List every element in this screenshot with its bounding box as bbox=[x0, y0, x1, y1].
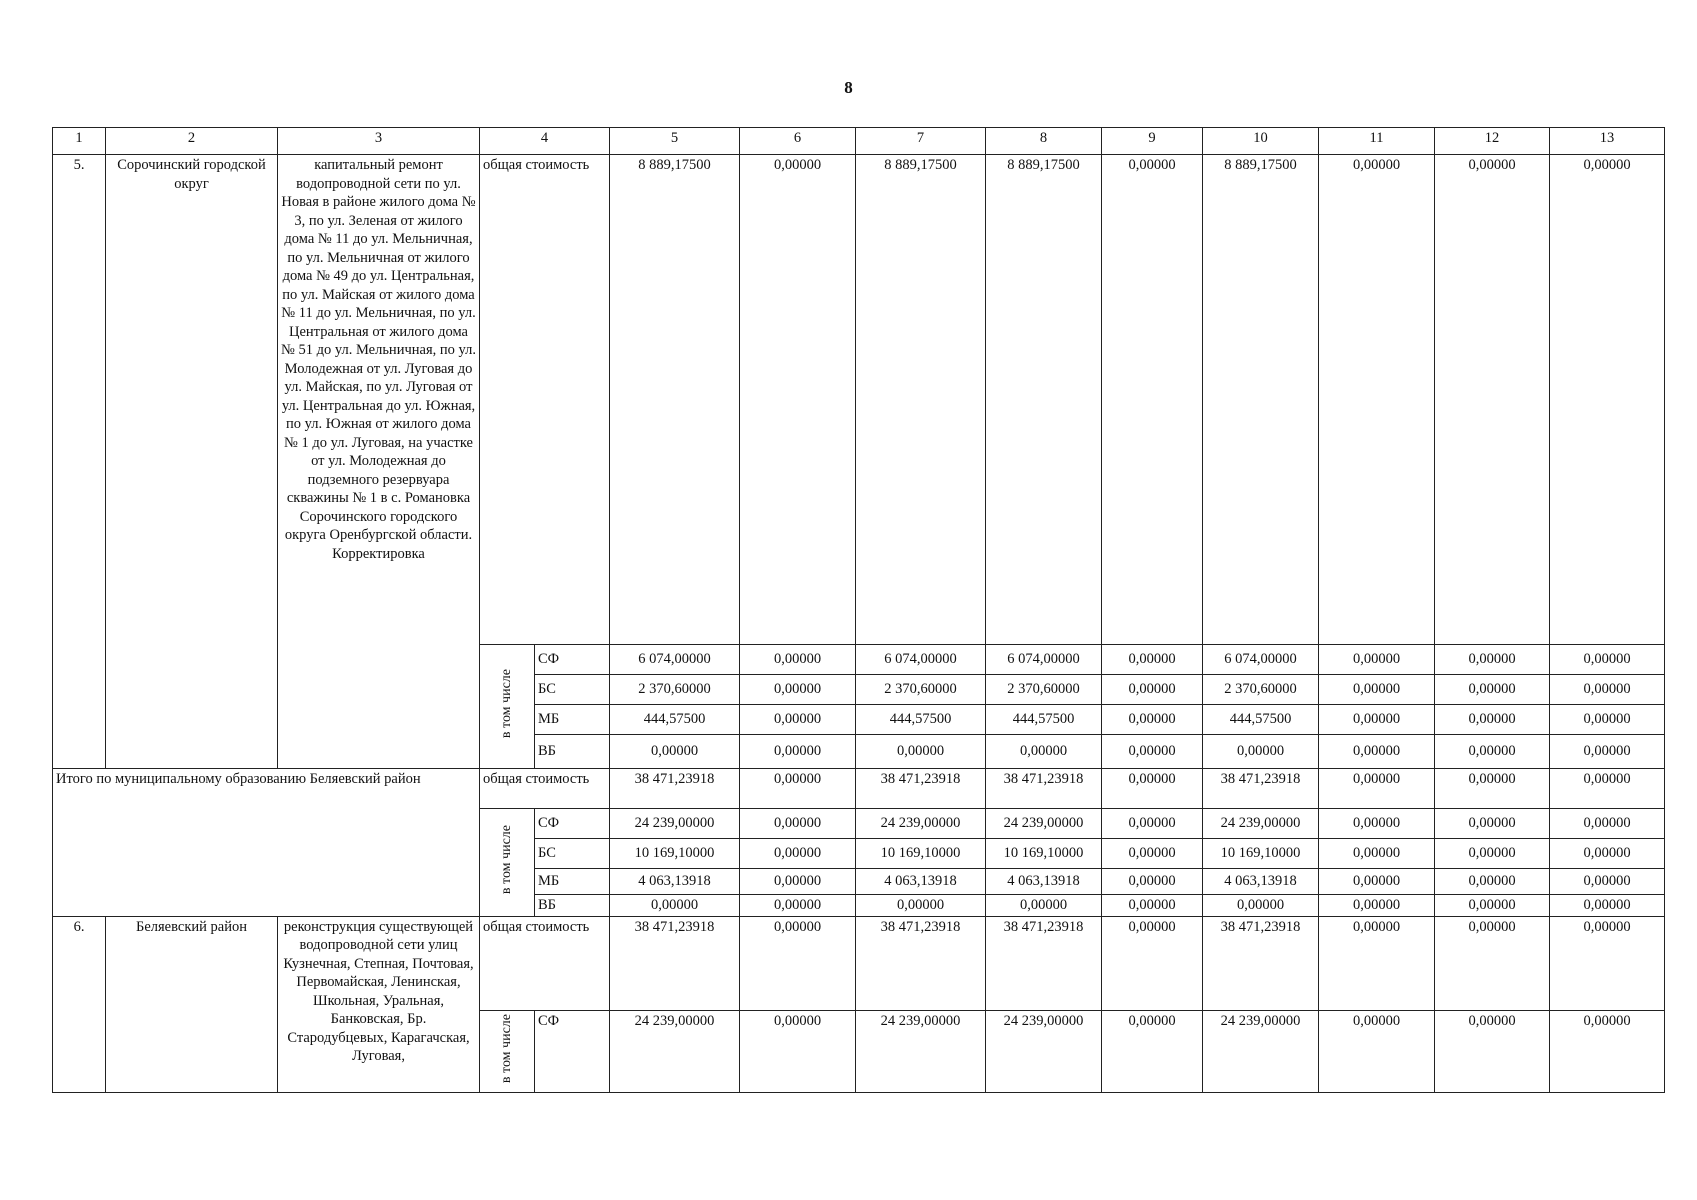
column-number: 9 bbox=[1102, 128, 1203, 155]
column-number: 3 bbox=[278, 128, 480, 155]
value-cell: 0,00000 bbox=[1102, 895, 1203, 917]
value-cell: 0,00000 bbox=[1550, 155, 1665, 645]
table-row bbox=[53, 916, 1665, 1010]
value-cell: 0,00000 bbox=[740, 769, 856, 809]
value-cell: 0,00000 bbox=[1102, 869, 1203, 895]
total-cost-label: общая стоимость bbox=[480, 916, 610, 1010]
column-number-row bbox=[53, 128, 1665, 155]
value-cell: 0,00000 bbox=[1435, 645, 1550, 675]
value-cell: 10 169,10000 bbox=[986, 839, 1102, 869]
value-cell: 0,00000 bbox=[1319, 155, 1435, 645]
value-cell: 0,00000 bbox=[610, 895, 740, 917]
including-label: в том числе bbox=[480, 645, 535, 769]
value-cell: 24 239,00000 bbox=[610, 809, 740, 839]
value-cell: 0,00000 bbox=[856, 735, 986, 769]
value-cell: 8 889,17500 bbox=[856, 155, 986, 645]
value-cell: 0,00000 bbox=[1102, 839, 1203, 869]
value-cell: 0,00000 bbox=[1435, 769, 1550, 809]
municipality-name: Сорочинский городской округ bbox=[106, 155, 278, 769]
value-cell: 0,00000 bbox=[740, 155, 856, 645]
column-number: 10 bbox=[1203, 128, 1319, 155]
column-number: 1 bbox=[53, 128, 106, 155]
value-cell: 0,00000 bbox=[740, 735, 856, 769]
value-cell: 0,00000 bbox=[1319, 916, 1435, 1010]
budget-table bbox=[52, 127, 1665, 1093]
value-cell: 38 471,23918 bbox=[1203, 916, 1319, 1010]
value-cell: 444,57500 bbox=[1203, 705, 1319, 735]
funding-source-code: МБ bbox=[535, 705, 610, 735]
work-description: реконструкция существующей водопроводной сети улиц Кузнечная, Степная, Почтовая, Первомайская, Ленинская, Школьная, Уральная, Банковская, Бр. Стародубцевых, Карагачская, Луговая, bbox=[278, 916, 480, 1092]
value-cell: 38 471,23918 bbox=[1203, 769, 1319, 809]
column-number: 8 bbox=[986, 128, 1102, 155]
value-cell: 0,00000 bbox=[1319, 705, 1435, 735]
table-row bbox=[53, 155, 1665, 645]
value-cell: 2 370,60000 bbox=[856, 675, 986, 705]
row-number: 5. bbox=[53, 155, 106, 769]
value-cell: 0,00000 bbox=[1550, 895, 1665, 917]
value-cell: 0,00000 bbox=[1550, 869, 1665, 895]
value-cell: 6 074,00000 bbox=[986, 645, 1102, 675]
value-cell: 24 239,00000 bbox=[986, 809, 1102, 839]
total-cost-label: общая стоимость bbox=[480, 769, 610, 809]
column-number: 4 bbox=[480, 128, 610, 155]
value-cell: 0,00000 bbox=[740, 809, 856, 839]
row-number: 6. bbox=[53, 916, 106, 1092]
value-cell: 0,00000 bbox=[1550, 1010, 1665, 1092]
value-cell: 0,00000 bbox=[1435, 916, 1550, 1010]
value-cell: 4 063,13918 bbox=[856, 869, 986, 895]
value-cell: 2 370,60000 bbox=[986, 675, 1102, 705]
column-number: 11 bbox=[1319, 128, 1435, 155]
value-cell: 0,00000 bbox=[1102, 735, 1203, 769]
total-cost-label: общая стоимость bbox=[480, 155, 610, 645]
value-cell: 0,00000 bbox=[740, 705, 856, 735]
value-cell: 0,00000 bbox=[1102, 809, 1203, 839]
value-cell: 0,00000 bbox=[1319, 645, 1435, 675]
value-cell: 0,00000 bbox=[1435, 809, 1550, 839]
value-cell: 10 169,10000 bbox=[1203, 839, 1319, 869]
value-cell: 0,00000 bbox=[740, 1010, 856, 1092]
value-cell: 0,00000 bbox=[1550, 675, 1665, 705]
value-cell: 0,00000 bbox=[1319, 839, 1435, 869]
value-cell: 0,00000 bbox=[1550, 809, 1665, 839]
value-cell: 38 471,23918 bbox=[856, 769, 986, 809]
value-cell: 0,00000 bbox=[1550, 769, 1665, 809]
value-cell: 0,00000 bbox=[856, 895, 986, 917]
value-cell: 0,00000 bbox=[986, 895, 1102, 917]
value-cell: 0,00000 bbox=[610, 735, 740, 769]
value-cell: 8 889,17500 bbox=[1203, 155, 1319, 645]
municipality-total-label: Итого по муниципальному образованию Беляевский район bbox=[53, 769, 480, 917]
funding-source-code: БС bbox=[535, 839, 610, 869]
column-number: 2 bbox=[106, 128, 278, 155]
value-cell: 0,00000 bbox=[740, 895, 856, 917]
value-cell: 0,00000 bbox=[1102, 645, 1203, 675]
value-cell: 0,00000 bbox=[1435, 735, 1550, 769]
value-cell: 4 063,13918 bbox=[610, 869, 740, 895]
value-cell: 0,00000 bbox=[1102, 705, 1203, 735]
value-cell: 444,57500 bbox=[986, 705, 1102, 735]
value-cell: 0,00000 bbox=[1319, 735, 1435, 769]
value-cell: 10 169,10000 bbox=[610, 839, 740, 869]
value-cell: 0,00000 bbox=[1435, 675, 1550, 705]
value-cell: 0,00000 bbox=[740, 675, 856, 705]
column-number: 6 bbox=[740, 128, 856, 155]
value-cell: 4 063,13918 bbox=[986, 869, 1102, 895]
value-cell: 444,57500 bbox=[856, 705, 986, 735]
funding-source-code: СФ bbox=[535, 809, 610, 839]
column-number: 5 bbox=[610, 128, 740, 155]
value-cell: 0,00000 bbox=[740, 869, 856, 895]
value-cell: 0,00000 bbox=[1203, 735, 1319, 769]
value-cell: 24 239,00000 bbox=[1203, 1010, 1319, 1092]
value-cell: 0,00000 bbox=[1319, 869, 1435, 895]
value-cell: 0,00000 bbox=[1102, 675, 1203, 705]
value-cell: 0,00000 bbox=[1319, 769, 1435, 809]
value-cell: 2 370,60000 bbox=[610, 675, 740, 705]
column-number: 12 bbox=[1435, 128, 1550, 155]
value-cell: 0,00000 bbox=[740, 839, 856, 869]
value-cell: 0,00000 bbox=[740, 645, 856, 675]
value-cell: 24 239,00000 bbox=[986, 1010, 1102, 1092]
value-cell: 0,00000 bbox=[1550, 645, 1665, 675]
value-cell: 0,00000 bbox=[1435, 869, 1550, 895]
funding-source-code: БС bbox=[535, 675, 610, 705]
value-cell: 2 370,60000 bbox=[1203, 675, 1319, 705]
value-cell: 8 889,17500 bbox=[610, 155, 740, 645]
value-cell: 38 471,23918 bbox=[856, 916, 986, 1010]
value-cell: 0,00000 bbox=[1319, 809, 1435, 839]
value-cell: 0,00000 bbox=[1435, 1010, 1550, 1092]
funding-source-code: ВБ bbox=[535, 895, 610, 917]
value-cell: 38 471,23918 bbox=[610, 769, 740, 809]
value-cell: 8 889,17500 bbox=[986, 155, 1102, 645]
column-number: 13 bbox=[1550, 128, 1665, 155]
value-cell: 0,00000 bbox=[1435, 839, 1550, 869]
value-cell: 0,00000 bbox=[1435, 895, 1550, 917]
value-cell: 0,00000 bbox=[1550, 705, 1665, 735]
including-label: в том числе bbox=[480, 1010, 535, 1092]
value-cell: 38 471,23918 bbox=[986, 916, 1102, 1010]
value-cell: 24 239,00000 bbox=[610, 1010, 740, 1092]
value-cell: 444,57500 bbox=[610, 705, 740, 735]
value-cell: 0,00000 bbox=[1319, 1010, 1435, 1092]
value-cell: 0,00000 bbox=[1550, 735, 1665, 769]
value-cell: 0,00000 bbox=[1550, 839, 1665, 869]
value-cell: 24 239,00000 bbox=[1203, 809, 1319, 839]
value-cell: 0,00000 bbox=[740, 916, 856, 1010]
municipality-name: Беляевский район bbox=[106, 916, 278, 1092]
value-cell: 0,00000 bbox=[1435, 155, 1550, 645]
value-cell: 0,00000 bbox=[1102, 155, 1203, 645]
value-cell: 0,00000 bbox=[1319, 895, 1435, 917]
value-cell: 24 239,00000 bbox=[856, 809, 986, 839]
value-cell: 38 471,23918 bbox=[610, 916, 740, 1010]
value-cell: 0,00000 bbox=[1203, 895, 1319, 917]
value-cell: 0,00000 bbox=[1550, 916, 1665, 1010]
value-cell: 0,00000 bbox=[1435, 705, 1550, 735]
funding-source-code: СФ bbox=[535, 1010, 610, 1092]
column-number: 7 bbox=[856, 128, 986, 155]
including-label: в том числе bbox=[480, 809, 535, 917]
value-cell: 6 074,00000 bbox=[1203, 645, 1319, 675]
value-cell: 0,00000 bbox=[1102, 1010, 1203, 1092]
page-number: 8 bbox=[844, 78, 853, 97]
value-cell: 4 063,13918 bbox=[1203, 869, 1319, 895]
value-cell: 0,00000 bbox=[1319, 675, 1435, 705]
value-cell: 38 471,23918 bbox=[986, 769, 1102, 809]
value-cell: 10 169,10000 bbox=[856, 839, 986, 869]
value-cell: 24 239,00000 bbox=[856, 1010, 986, 1092]
work-description: капитальный ремонт водопроводной сети по ул. Новая в районе жилого дома № 3, по ул. Зеленая от жилого дома № 11 до ул. Мельничная, по ул. Мельничная от жилого дома № 49 до ул. Центральная, по ул. Майская от жилого дома № 11 до ул. Мельничная, по ул. Центральная от жилого дома № 51 до ул. Мельничная, по ул. Молодежная от ул. Луговая до ул. Майская, по ул. Луговая от ул. Центральная до ул. Южная, по ул. Южная от жилого дома № 1 до ул. Луговая, на участке от ул. Молодежная до подземного резервуара скважины № 1 в с. Романовка Сорочинского городского округа Оренбургской области. Корректировка bbox=[278, 155, 480, 769]
value-cell: 0,00000 bbox=[1102, 769, 1203, 809]
funding-source-code: СФ bbox=[535, 645, 610, 675]
value-cell: 0,00000 bbox=[1102, 916, 1203, 1010]
funding-source-code: ВБ bbox=[535, 735, 610, 769]
value-cell: 6 074,00000 bbox=[856, 645, 986, 675]
value-cell: 0,00000 bbox=[986, 735, 1102, 769]
total-row bbox=[53, 769, 1665, 809]
value-cell: 6 074,00000 bbox=[610, 645, 740, 675]
funding-source-code: МБ bbox=[535, 869, 610, 895]
